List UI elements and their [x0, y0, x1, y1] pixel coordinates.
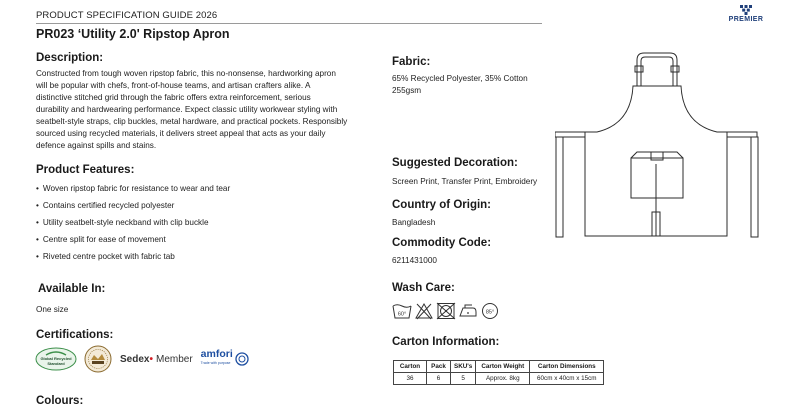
- carton-heading: Carton Information:: [392, 336, 500, 348]
- feature-item: • Centre split for ease of movement: [36, 234, 230, 251]
- apron-illustration: [555, 52, 770, 246]
- description-line: Constructed from tough woven ripstop fabric, this no-nonsense, hardworking apron: [36, 69, 336, 78]
- fabric-heading: Fabric:: [392, 56, 431, 68]
- description-line: sourced using recycled materials, it delivers street appeal that acts as your daily: [36, 129, 326, 138]
- guide-title: PRODUCT SPECIFICATION GUIDE 2026: [36, 10, 218, 21]
- commodity-heading: Commodity Code:: [392, 237, 492, 249]
- carton-cell: 5: [451, 373, 476, 385]
- brand-logo: [726, 5, 766, 23]
- amfori-tagline: Trade with purpose: [200, 361, 231, 365]
- carton-col-header: SKU's: [451, 361, 476, 373]
- origin-value: Bangladesh: [392, 218, 436, 227]
- colours-heading: Colours:: [36, 395, 84, 404]
- sedex-member-text: Member: [155, 353, 193, 365]
- carton-col-header: Carton Weight: [476, 361, 530, 373]
- feature-item: • Contains certified recycled polyester: [36, 200, 230, 217]
- iron-low-icon: [458, 302, 478, 320]
- header-divider: [36, 23, 542, 24]
- wash-care-icons: [392, 302, 502, 320]
- description-line: will be popular with chefs, front-of-house teams, and artisan crafters alike. A: [36, 81, 311, 90]
- description-text: [36, 68, 374, 152]
- premier-logo-icon: [740, 5, 752, 15]
- description-line: seatbelt-style straps, clip buckles, metal hardware, and practical pockets. Responsibly: [36, 117, 348, 126]
- feature-item: • Riveted centre pocket with fabric tab: [36, 251, 230, 268]
- do-not-bleach-icon: [414, 302, 434, 320]
- grs-text-line1: Global Recycled: [40, 356, 72, 361]
- decoration-heading: Suggested Decoration:: [392, 157, 518, 169]
- wash-care-heading: Wash Care:: [392, 282, 455, 294]
- carton-cell: Approx. 8kg: [476, 373, 530, 385]
- commodity-value: 6211431000: [392, 256, 437, 265]
- available-heading: Available In:: [38, 283, 106, 295]
- amfori-name: amfori: [200, 348, 233, 360]
- origin-heading: Country of Origin:: [392, 199, 492, 211]
- carton-table: [393, 360, 604, 385]
- carton-col-header: Carton: [394, 361, 427, 373]
- feature-item: • Utility seatbelt-style neckband with clip buckle: [36, 217, 230, 234]
- tumble-dry-low-icon: [436, 302, 456, 320]
- description-line: distinctive stitched grid through the fabric offers extra reinforcement, serious: [36, 93, 311, 102]
- amfori-logo: [201, 350, 233, 368]
- carton-header-row: [394, 361, 604, 373]
- carton-cell: 36: [394, 373, 427, 385]
- certification-logos: [34, 346, 249, 372]
- fabric-composition: 65% Recycled Polyester, 35% Cotton: [392, 74, 528, 83]
- decoration-value: Screen Print, Transfer Print, Embroidery: [392, 177, 538, 186]
- description-heading: Description:: [36, 52, 104, 64]
- wash-temp-label: 60°: [397, 311, 407, 318]
- description-line: defence against spills and stains.: [36, 141, 157, 150]
- wash-60-icon: [392, 302, 412, 320]
- global-recycled-standard-logo-icon: [34, 346, 78, 372]
- feature-item: • Woven ripstop fabric for resistance to wear and tear: [36, 183, 230, 200]
- carton-cell: 6: [427, 373, 451, 385]
- features-list: [36, 183, 230, 268]
- amfori-globe-icon: [235, 352, 249, 366]
- fabric-weight: 255gsm: [392, 86, 422, 95]
- grs-text-line2: Standard: [47, 361, 65, 366]
- table-row: [394, 373, 604, 385]
- sedex-name: Sedex: [120, 353, 150, 365]
- professional-clean-icon: [480, 302, 500, 320]
- wrap-seal-logo-icon: [84, 345, 112, 373]
- features-heading: Product Features:: [36, 164, 135, 176]
- brand-name: PREMIER: [728, 16, 764, 23]
- certifications-heading: Certifications:: [36, 329, 114, 341]
- sedex-logo: [120, 354, 153, 365]
- size-value: One size: [36, 305, 69, 314]
- description-line: durability and hardwearing performance. Expect classic utility workwear styling with: [36, 105, 338, 114]
- clean-temp-label: 85°: [485, 309, 495, 316]
- sedex-dot-icon: •: [149, 353, 153, 365]
- carton-cell: 60cm x 40cm x 15cm: [530, 373, 604, 385]
- product-title: PR023 ‘Utility 2.0' Ripstop Apron: [36, 27, 230, 41]
- carton-col-header: Pack: [427, 361, 451, 373]
- carton-col-header: Carton Dimensions: [530, 361, 604, 373]
